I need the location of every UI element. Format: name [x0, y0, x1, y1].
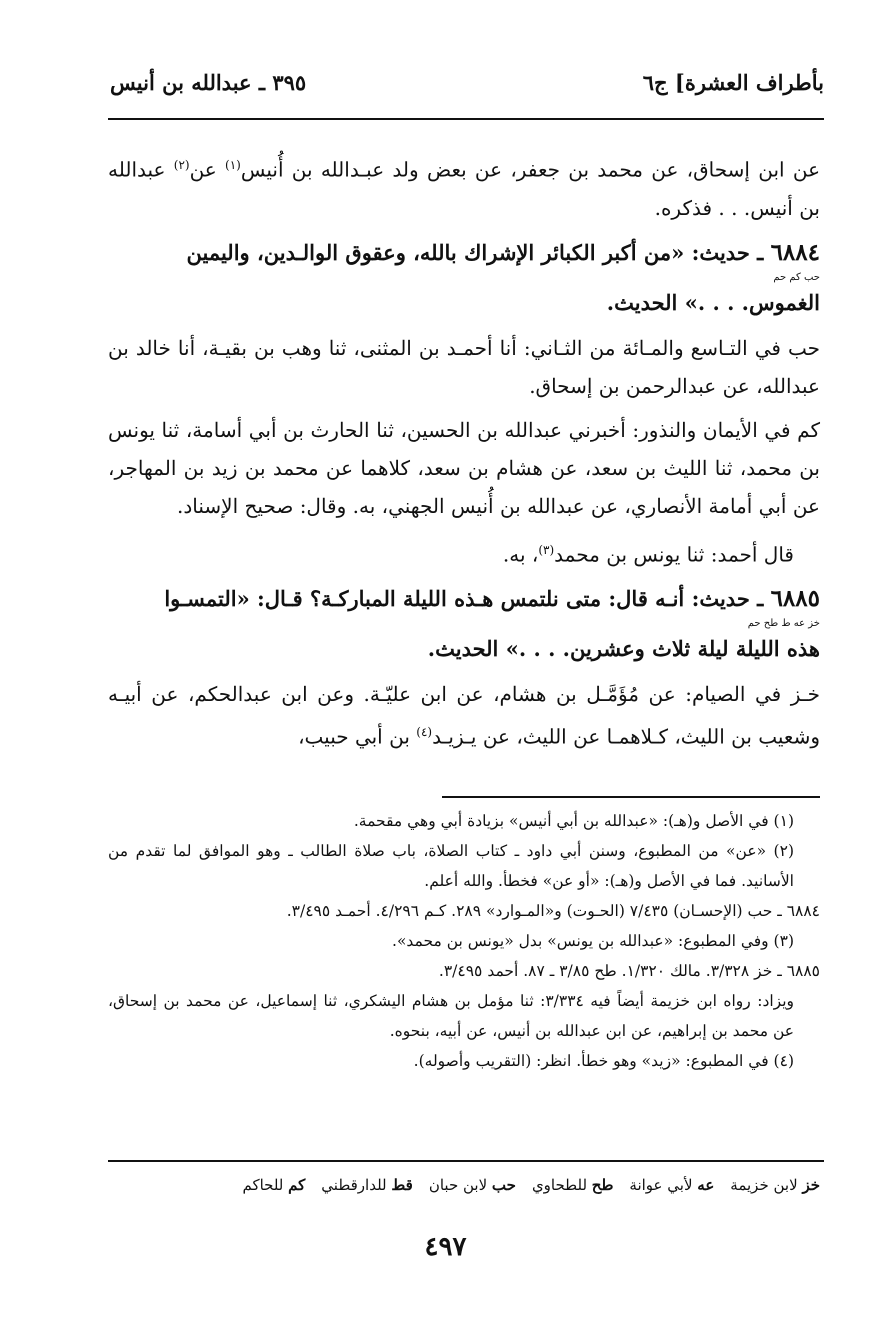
hadith-6885: [108, 579, 820, 669]
footnote-rule: [442, 796, 820, 798]
paragraph-ahmad: [108, 531, 820, 574]
text-span: عبدالله بن أنيس. . . فذكره.: [108, 157, 820, 220]
running-header: [108, 66, 824, 102]
takhrij-6884: ٦٨٨٤ ـ حب (الإحسـان) ٧/٤٣٥ (الحـوت) و«المـوارد» ٢٨٩. كـم ٤/٢٩٦. أحمـد ٣/٤٩٥.: [286, 902, 820, 920]
takhrij-6885: ٦٨٨٥ ـ خز ٣/٣٢٨. مالك ١/٣٢٠. طح ٣/٨٥ ـ ٨٧. أحمد ٣/٤٩٥.: [438, 962, 820, 980]
abbr-item: [532, 1176, 613, 1194]
abbr-name: للدارقطني: [321, 1176, 387, 1194]
hadith-number: ٦٨٨٥: [770, 585, 820, 613]
footnote-4: (٤) في المطبوع: «زيد» وهو خطأ. انظر: (التقريب وأصوله).: [413, 1052, 794, 1070]
source-sigla: حب كم حم: [773, 271, 820, 283]
abbr-item: [321, 1176, 413, 1194]
abbreviation-key: [108, 1176, 820, 1194]
text-span: قال أحمد: ثنا يونس بن محمد: [554, 542, 794, 567]
abbr-item: [242, 1176, 305, 1194]
hadith-number: ٦٨٨٤: [770, 238, 820, 266]
abbr-name: للحاكم: [242, 1176, 284, 1194]
text-span: عن: [189, 157, 226, 182]
header-rule: [108, 118, 824, 120]
abbr-code: خز: [802, 1176, 820, 1194]
takhrij-addition: ويزاد: رواه ابن خزيمة أيضاً فيه ٣/٣٣٤: ثنا مؤمل بن هشام اليشكري، ثنا إسماعيل، عن محمد بن إسحاق، عن محمد بن إبراهيم، عن ابن عبدالله بن أنيس، عن أبيه، بنحوه.: [108, 992, 794, 1040]
footnote-ref[interactable]: (٢): [173, 158, 190, 172]
paragraph-isnad-1: [108, 146, 820, 227]
abbr-name: لابن حبان: [428, 1176, 488, 1194]
abbr-name: للطحاوي: [531, 1176, 588, 1194]
abbr-code: طح: [591, 1176, 614, 1194]
abbr-item: [629, 1176, 714, 1194]
footnotes: [108, 806, 820, 1076]
paragraph-khuzayma: [108, 675, 820, 756]
text-span: ، به.: [502, 542, 539, 567]
footnote-3: (٣) وفي المطبوع: «عبدالله بن يونس» بدل «يونس بن محمد».: [392, 932, 794, 950]
footnote-1: (١) في الأصل و(هـ): «عبدالله بن أبي أنيس» بزيادة أبي وهي مقحمة.: [353, 812, 794, 830]
abbr-code: كم: [288, 1176, 306, 1194]
footnote-ref[interactable]: (٣): [538, 542, 555, 557]
text-span: عن ابن إسحاق، عن محمد بن جعفر، عن بعض ولد عبـدالله بن أُنيس: [240, 157, 821, 182]
hadith-text: ـ حديث: «من أكبر الكبائر الإشراك بالله، وعقوق الوالـدين، واليمين: [186, 239, 771, 265]
text-span: بن أبي حبيب،: [298, 724, 417, 749]
paragraph-hakim: كم في الأيمان والنذور: أخبرني عبدالله بن الحسين، ثنا الحارث بن أبي أسامة، ثنا يونس بن محمد، ثنا الليث بن سعد، عن هشام بن سعد، كلاهما عن محمد بن زيد بن المهاجر، عن أبي أمامة الأنصاري، عن عبدالله بن أُنيس الجهني، به. وقال: صحيح الإسناد.: [108, 417, 820, 518]
page-number: ٤٩٧: [424, 1232, 467, 1262]
hadith-6884: [108, 233, 820, 323]
text-span: خـز في الصيام: عن مُؤَمَّـل بن هشام، عن ابن عليّـة. وعن ابن عبدالحكم، عن أبيـه وشعيب بن الليث، كـلاهمـا عن الليث، عن يـزيـد: [108, 682, 820, 749]
hadith-text: هذه الليلة ليلة ثلاث وعشرين. . . .» الحديث.: [427, 636, 820, 662]
footnote-2: (٢) «عن» من المطبوع، وسنن أبي داود ـ كتاب الصلاة، باب صلاة الطالب ـ وهو الموافق لما تقدم من الأسانيد. فما في الأصل و(هـ): «أو عن» فخطأ. والله أعلم.: [108, 842, 794, 890]
footnote-ref[interactable]: (٤): [416, 725, 433, 740]
abbr-item: [429, 1176, 516, 1194]
abbr-code: قط: [391, 1176, 413, 1194]
abbr-code: حب: [491, 1176, 516, 1194]
paragraph-hibban: حب في التـاسع والمـائة من الثـاني: أنا أحمـد بن المثنى، ثنا وهب بن بقيـة، أنا خالد بن عبدالله، عن عبدالرحمن بن إسحاق.: [108, 335, 820, 398]
abbr-name: لأبي عوانة: [629, 1176, 693, 1194]
header-book-title: بأطراف العشرة] ج٦: [642, 70, 824, 95]
footnote-ref[interactable]: (١): [225, 158, 241, 172]
header-chapter-title: ٣٩٥ ـ عبدالله بن أنيس: [110, 70, 307, 95]
hadith-text: الغموس. . . .» الحديث.: [606, 289, 820, 315]
abbr-code: عه: [697, 1176, 715, 1194]
abbr-item: [730, 1176, 820, 1194]
hadith-text: ـ حديث: أنـه قال: متى نلتمس هـذه الليلة المباركـة؟ قـال: «التمسـوا: [164, 586, 771, 612]
main-text: [108, 146, 820, 762]
source-sigla: خز عه ط طح حم: [747, 618, 820, 630]
bottom-rule: [108, 1160, 824, 1162]
abbr-name: لابن خزيمة: [730, 1176, 798, 1194]
